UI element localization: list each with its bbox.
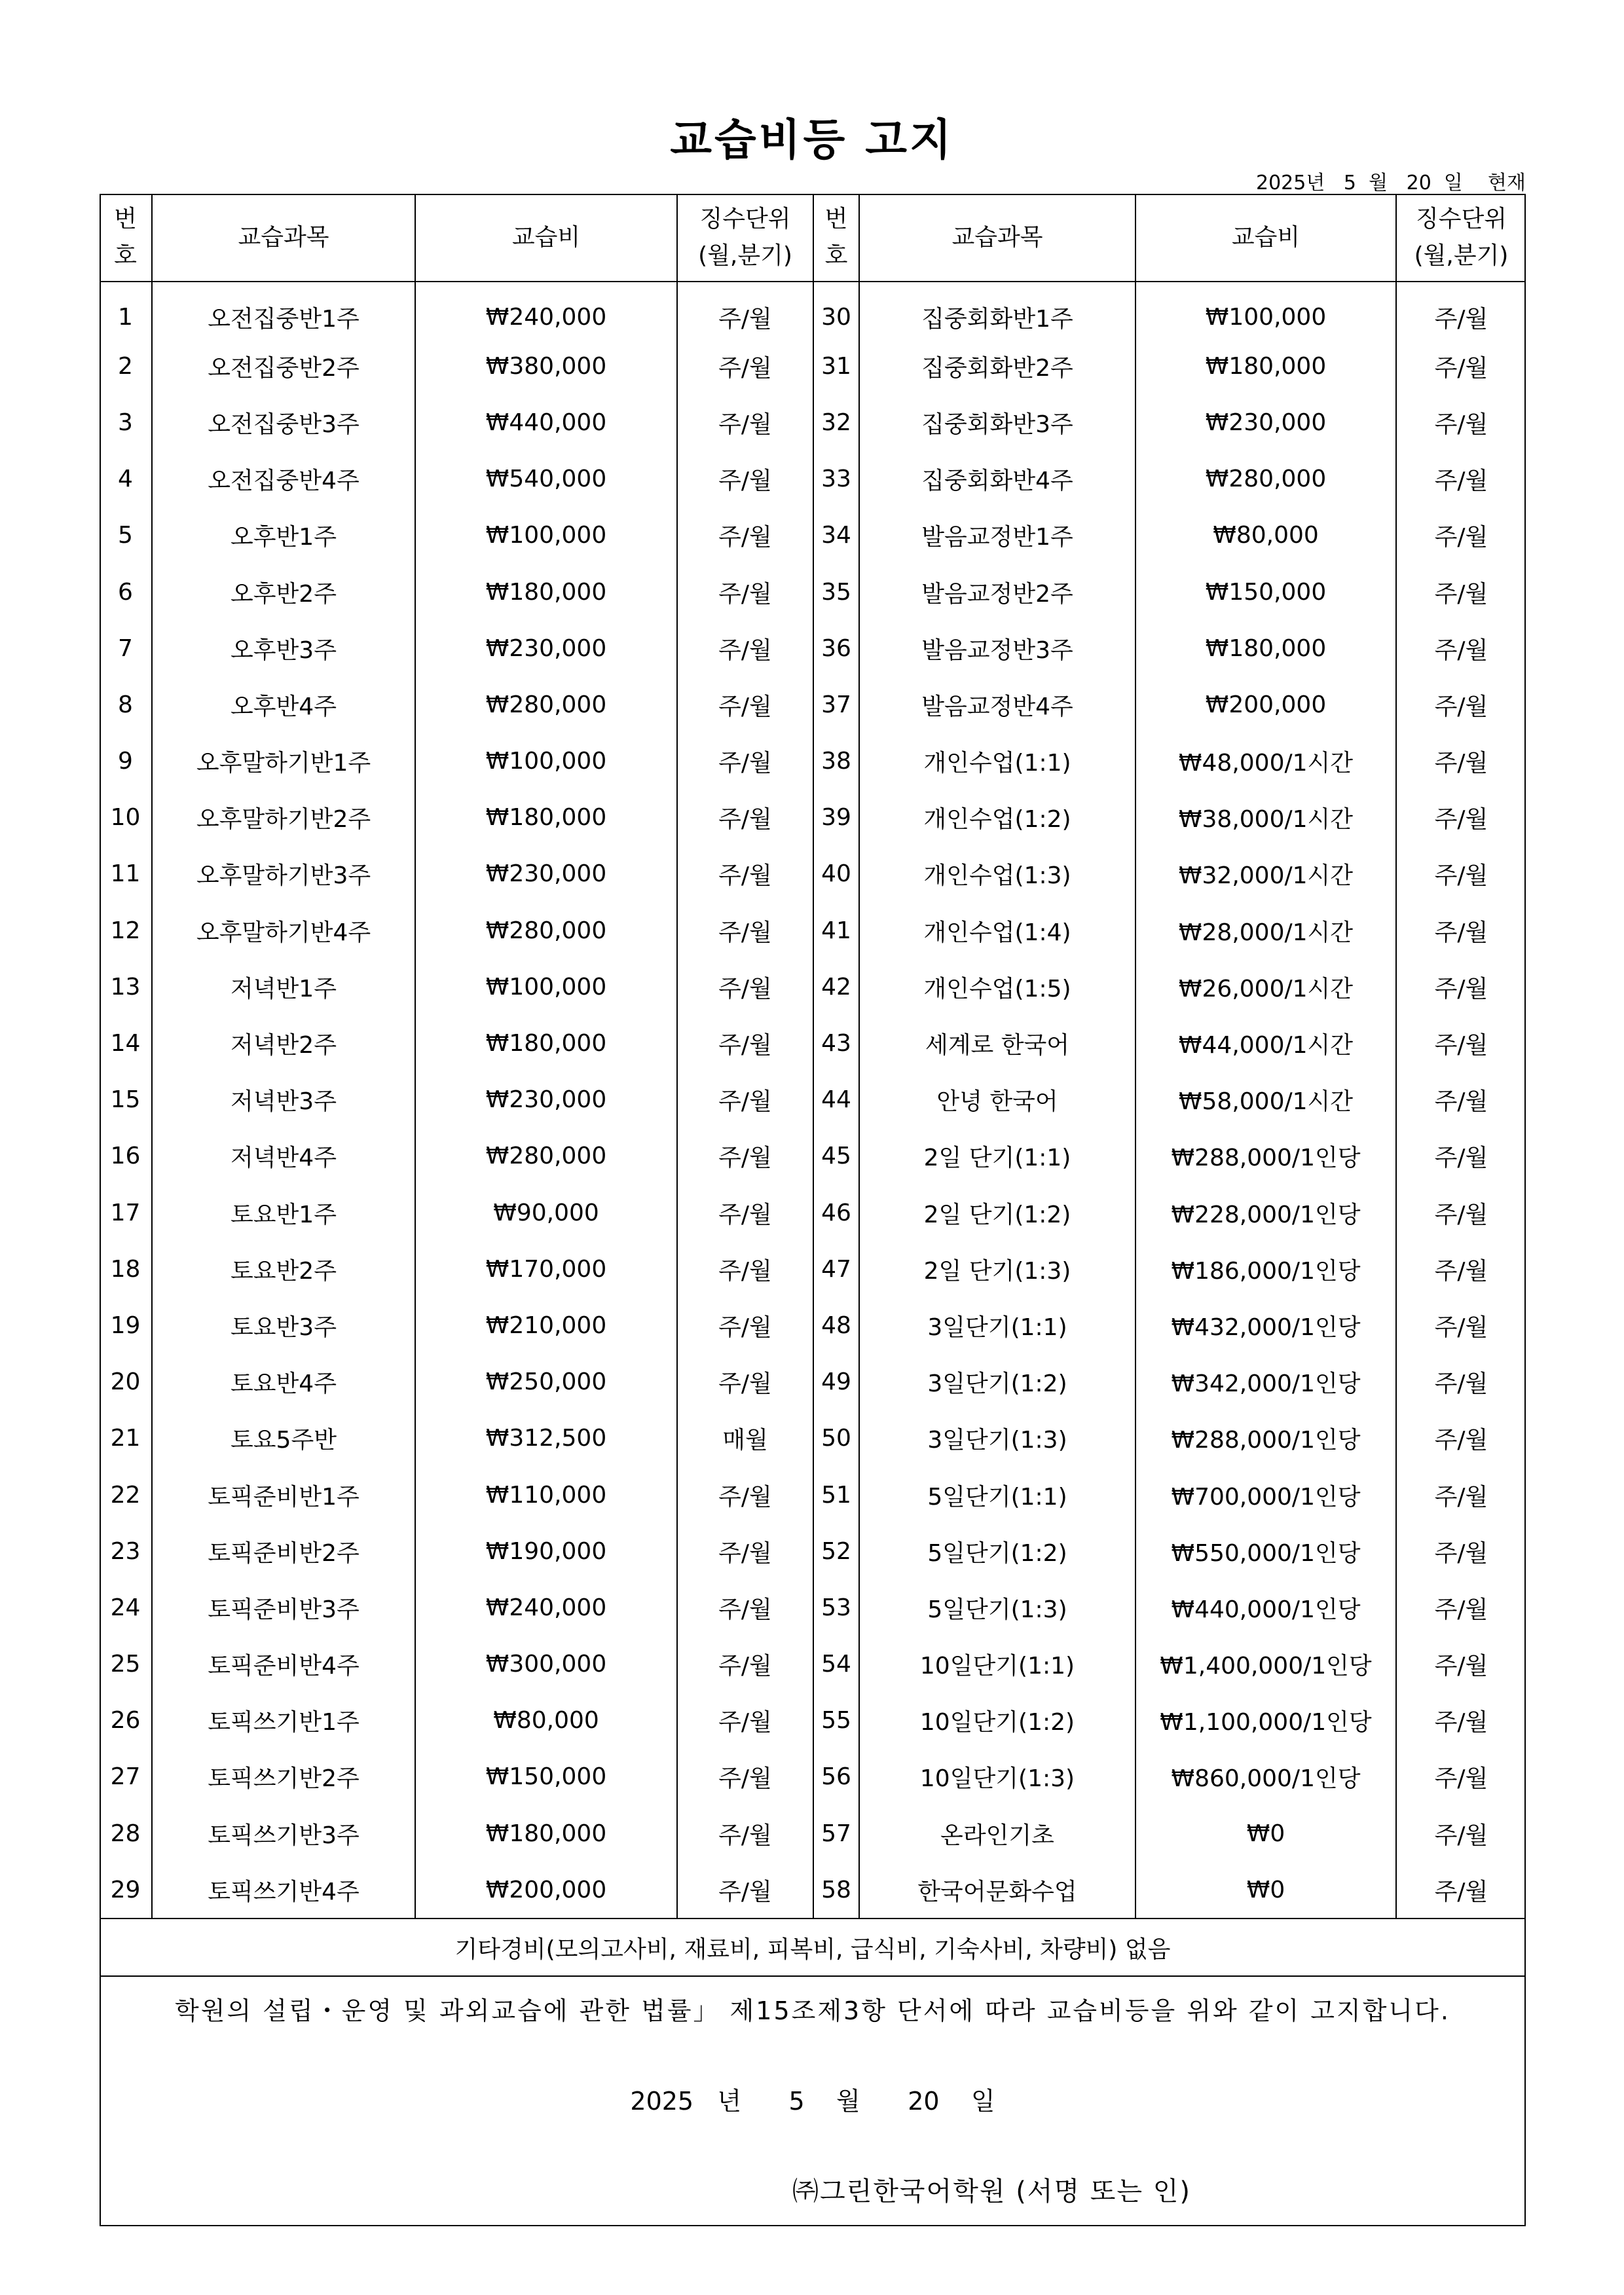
unit-cell: 주/월 bbox=[1434, 411, 1488, 438]
subject-cell: 오후말하기반1주 bbox=[152, 733, 415, 790]
row-number: 23 bbox=[100, 1523, 152, 1579]
fee-table-body bbox=[100, 282, 1526, 1918]
unit-cell: 주/월 bbox=[677, 507, 813, 564]
table-row bbox=[100, 1354, 1526, 1410]
subject-cell: 집중회화반1주 bbox=[859, 282, 1135, 338]
fee-cell: ₩288,000/1인당 bbox=[1135, 1128, 1396, 1184]
subject-cell: 토픽쓰기반2주 bbox=[152, 1749, 415, 1805]
unit-cell: 주/월 bbox=[677, 676, 813, 733]
subject-cell: 온라인기초 bbox=[859, 1805, 1135, 1862]
unit-cell: 주/월 bbox=[677, 564, 813, 620]
row-number: 30 bbox=[813, 282, 859, 338]
unit-cell: 주/월 bbox=[1434, 806, 1488, 834]
row-number: 20 bbox=[100, 1354, 152, 1410]
subject-cell: 3일단기(1:3) bbox=[859, 1410, 1135, 1467]
as-of-date: 2025년 5 월 20 일 현재 bbox=[1255, 172, 1526, 194]
unit-cell: 주/월 bbox=[1434, 975, 1488, 1002]
row-number: 50 bbox=[813, 1410, 859, 1467]
row-number: 14 bbox=[100, 1015, 152, 1071]
other-expenses-note: 기타경비(모의고사비, 재료비, 피복비, 급식비, 기숙사비, 차량비) 없음 bbox=[100, 1918, 1526, 1977]
unit-cell: 주/월 bbox=[1434, 580, 1488, 608]
fee-cell: ₩342,000/1인당 bbox=[1135, 1354, 1396, 1410]
unit-cell: 주/월 bbox=[1434, 524, 1488, 551]
document-title: 교습비등 고지 bbox=[670, 115, 954, 165]
table-row bbox=[100, 1184, 1526, 1241]
unit-cell: 주/월 bbox=[1434, 1653, 1488, 1680]
unit-cell: 주/월 bbox=[1434, 1822, 1488, 1849]
fee-cell: ₩432,000/1인당 bbox=[1135, 1297, 1396, 1353]
subject-cell: 발음교정반1주 bbox=[859, 507, 1135, 564]
unit-cell: 주/월 bbox=[677, 1184, 813, 1241]
fee-cell: ₩190,000 bbox=[415, 1523, 677, 1579]
unit-cell: 주/월 bbox=[1434, 1765, 1488, 1793]
signature-line: ㈜그린한국어학원 (서명 또는 인) bbox=[792, 2176, 1192, 2207]
row-number: 19 bbox=[100, 1297, 152, 1353]
unit-cell: 주/월 bbox=[677, 1467, 813, 1523]
row-number: 56 bbox=[813, 1749, 859, 1805]
subject-cell: 안녕 한국어 bbox=[859, 1072, 1135, 1128]
header-unit: 징수단위 (월,분기) bbox=[677, 194, 813, 282]
subject-cell: 발음교정반3주 bbox=[859, 620, 1135, 676]
unit-cell: 주/월 bbox=[677, 1128, 813, 1184]
subject-cell: 집중회화반4주 bbox=[859, 451, 1135, 507]
row-number: 9 bbox=[100, 733, 152, 790]
fee-cell: ₩180,000 bbox=[1135, 620, 1396, 676]
table-row bbox=[100, 620, 1526, 676]
row-number: 44 bbox=[813, 1072, 859, 1128]
subject-cell: 개인수업(1:5) bbox=[859, 959, 1135, 1015]
fee-cell: ₩110,000 bbox=[415, 1467, 677, 1523]
row-number: 58 bbox=[813, 1862, 859, 1918]
subject-cell: 세계로 한국어 bbox=[859, 1015, 1135, 1071]
fee-cell: ₩280,000 bbox=[1135, 451, 1396, 507]
header-number: 번 호 bbox=[813, 194, 859, 282]
table-row bbox=[100, 451, 1526, 507]
fee-cell: ₩540,000 bbox=[415, 451, 677, 507]
subject-cell: 개인수업(1:1) bbox=[859, 733, 1135, 790]
fee-cell: ₩288,000/1인당 bbox=[1135, 1410, 1396, 1467]
unit-cell: 주/월 bbox=[677, 733, 813, 790]
row-number: 49 bbox=[813, 1354, 859, 1410]
row-number: 26 bbox=[100, 1693, 152, 1749]
row-number: 17 bbox=[100, 1184, 152, 1241]
header-fee: 교습비 bbox=[1135, 194, 1396, 282]
fee-cell: ₩280,000 bbox=[415, 902, 677, 959]
subject-cell: 2일 단기(1:1) bbox=[859, 1128, 1135, 1184]
row-number: 16 bbox=[100, 1128, 152, 1184]
subject-cell: 3일단기(1:1) bbox=[859, 1297, 1135, 1353]
subject-cell: 토픽쓰기반3주 bbox=[152, 1805, 415, 1862]
fee-cell: ₩230,000 bbox=[415, 1072, 677, 1128]
subject-cell: 저녁반2주 bbox=[152, 1015, 415, 1071]
row-number: 47 bbox=[813, 1241, 859, 1297]
header-subject: 교습과목 bbox=[859, 194, 1135, 282]
fee-cell: ₩48,000/1시간 bbox=[1135, 733, 1396, 790]
unit-cell: 주/월 bbox=[1434, 862, 1488, 890]
subject-cell: 토요반2주 bbox=[152, 1241, 415, 1297]
unit-cell: 주/월 bbox=[677, 1297, 813, 1353]
unit-cell: 주/월 bbox=[1434, 1483, 1488, 1511]
fee-cell: ₩90,000 bbox=[415, 1184, 677, 1241]
fee-cell: ₩38,000/1시간 bbox=[1135, 790, 1396, 846]
row-number: 5 bbox=[100, 507, 152, 564]
unit-cell: 주/월 bbox=[1434, 306, 1488, 333]
table-row bbox=[100, 1862, 1526, 1918]
table-row bbox=[100, 1015, 1526, 1071]
subject-cell: 개인수업(1:4) bbox=[859, 902, 1135, 959]
subject-cell: 토요반4주 bbox=[152, 1354, 415, 1410]
table-row bbox=[100, 1749, 1526, 1805]
subject-cell: 10일단기(1:2) bbox=[859, 1693, 1135, 1749]
row-number: 52 bbox=[813, 1523, 859, 1579]
subject-cell: 오후말하기반3주 bbox=[152, 846, 415, 902]
unit-cell: 주/월 bbox=[677, 1693, 813, 1749]
subject-cell: 토픽쓰기반4주 bbox=[152, 1862, 415, 1918]
subject-cell: 오전집중반4주 bbox=[152, 451, 415, 507]
subject-cell: 저녁반3주 bbox=[152, 1072, 415, 1128]
fee-cell: ₩200,000 bbox=[1135, 676, 1396, 733]
row-number: 53 bbox=[813, 1579, 859, 1636]
unit-cell: 주/월 bbox=[1434, 1427, 1488, 1454]
row-number: 57 bbox=[813, 1805, 859, 1862]
header-subject: 교습과목 bbox=[152, 194, 415, 282]
row-number: 37 bbox=[813, 676, 859, 733]
unit-cell: 주/월 bbox=[1434, 919, 1488, 946]
row-number: 4 bbox=[100, 451, 152, 507]
unit-cell: 주/월 bbox=[1434, 750, 1488, 777]
fee-cell: ₩58,000/1시간 bbox=[1135, 1072, 1396, 1128]
fee-cell: ₩550,000/1인당 bbox=[1135, 1523, 1396, 1579]
row-number: 38 bbox=[813, 733, 859, 790]
subject-cell: 5일단기(1:2) bbox=[859, 1523, 1135, 1579]
fee-cell: ₩180,000 bbox=[415, 790, 677, 846]
fee-cell: ₩26,000/1시간 bbox=[1135, 959, 1396, 1015]
unit-cell: 주/월 bbox=[677, 1072, 813, 1128]
subject-cell: 2일 단기(1:3) bbox=[859, 1241, 1135, 1297]
row-number: 12 bbox=[100, 902, 152, 959]
subject-cell: 토픽준비반3주 bbox=[152, 1579, 415, 1636]
row-number: 18 bbox=[100, 1241, 152, 1297]
subject-cell: 오후말하기반4주 bbox=[152, 902, 415, 959]
row-number: 55 bbox=[813, 1693, 859, 1749]
unit-cell: 주/월 bbox=[677, 790, 813, 846]
fee-cell: ₩280,000 bbox=[415, 1128, 677, 1184]
subject-cell: 오전집중반3주 bbox=[152, 394, 415, 450]
legal-statement: 학원의 설립・운영 및 과외교습에 관한 법률」 제15조제3항 단서에 따라 교습비등을 위와 같이 고지합니다. bbox=[175, 1996, 1450, 2025]
subject-cell: 토요반3주 bbox=[152, 1297, 415, 1353]
table-row bbox=[100, 564, 1526, 620]
subject-cell: 개인수업(1:2) bbox=[859, 790, 1135, 846]
fee-cell: ₩250,000 bbox=[415, 1354, 677, 1410]
row-number: 27 bbox=[100, 1749, 152, 1805]
row-number: 51 bbox=[813, 1467, 859, 1523]
row-number: 42 bbox=[813, 959, 859, 1015]
subject-cell: 토픽준비반2주 bbox=[152, 1523, 415, 1579]
row-number: 32 bbox=[813, 394, 859, 450]
table-row bbox=[100, 790, 1526, 846]
fee-cell: ₩186,000/1인당 bbox=[1135, 1241, 1396, 1297]
unit-cell: 주/월 bbox=[677, 1636, 813, 1693]
fee-cell: ₩312,500 bbox=[415, 1410, 677, 1467]
fee-cell: ₩180,000 bbox=[415, 1805, 677, 1862]
subject-cell: 2일 단기(1:2) bbox=[859, 1184, 1135, 1241]
unit-cell: 주/월 bbox=[677, 1749, 813, 1805]
unit-cell: 주/월 bbox=[1434, 1088, 1488, 1116]
fee-cell: ₩380,000 bbox=[415, 338, 677, 394]
unit-cell: 주/월 bbox=[1434, 1032, 1488, 1059]
fee-cell: ₩32,000/1시간 bbox=[1135, 846, 1396, 902]
fee-cell: ₩150,000 bbox=[1135, 564, 1396, 620]
subject-cell: 개인수업(1:3) bbox=[859, 846, 1135, 902]
table-row bbox=[100, 959, 1526, 1015]
fee-cell: ₩80,000 bbox=[415, 1693, 677, 1749]
row-number: 39 bbox=[813, 790, 859, 846]
subject-cell: 5일단기(1:1) bbox=[859, 1467, 1135, 1523]
table-row bbox=[100, 1072, 1526, 1128]
header-number: 번 호 bbox=[100, 194, 152, 282]
fee-cell: ₩180,000 bbox=[1135, 338, 1396, 394]
unit-cell: 주/월 bbox=[1434, 636, 1488, 664]
unit-cell: 주/월 bbox=[677, 1579, 813, 1636]
unit-cell: 주/월 bbox=[677, 846, 813, 902]
fee-cell: ₩700,000/1인당 bbox=[1135, 1467, 1396, 1523]
table-row bbox=[100, 902, 1526, 959]
fee-cell: ₩150,000 bbox=[415, 1749, 677, 1805]
unit-cell: 주/월 bbox=[677, 1354, 813, 1410]
table-row bbox=[100, 394, 1526, 450]
table-row bbox=[100, 1579, 1526, 1636]
subject-cell: 토요반1주 bbox=[152, 1184, 415, 1241]
fee-cell: ₩170,000 bbox=[415, 1241, 677, 1297]
row-number: 43 bbox=[813, 1015, 859, 1071]
table-row bbox=[100, 1693, 1526, 1749]
row-number: 28 bbox=[100, 1805, 152, 1862]
subject-cell: 오전집중반2주 bbox=[152, 338, 415, 394]
subject-cell: 오후반2주 bbox=[152, 564, 415, 620]
fee-cell: ₩1,400,000/1인당 bbox=[1135, 1636, 1396, 1693]
unit-cell: 주/월 bbox=[1434, 1878, 1488, 1905]
unit-cell: 주/월 bbox=[1434, 1145, 1488, 1172]
fee-cell: ₩228,000/1인당 bbox=[1135, 1184, 1396, 1241]
fee-cell: ₩100,000 bbox=[415, 733, 677, 790]
table-row bbox=[100, 1128, 1526, 1184]
unit-cell: 주/월 bbox=[677, 959, 813, 1015]
table-row bbox=[100, 1636, 1526, 1693]
fee-cell: ₩230,000 bbox=[415, 620, 677, 676]
row-number: 40 bbox=[813, 846, 859, 902]
row-number: 15 bbox=[100, 1072, 152, 1128]
fee-cell: ₩180,000 bbox=[415, 1015, 677, 1071]
fee-cell: ₩200,000 bbox=[415, 1862, 677, 1918]
unit-cell: 주/월 bbox=[677, 1241, 813, 1297]
table-row bbox=[100, 676, 1526, 733]
fee-cell: ₩1,100,000/1인당 bbox=[1135, 1693, 1396, 1749]
row-number: 46 bbox=[813, 1184, 859, 1241]
subject-cell: 오후반1주 bbox=[152, 507, 415, 564]
row-number: 3 bbox=[100, 394, 152, 450]
fee-cell: ₩240,000 bbox=[415, 1579, 677, 1636]
row-number: 31 bbox=[813, 338, 859, 394]
table-row bbox=[100, 1523, 1526, 1579]
table-row bbox=[100, 282, 1526, 338]
subject-cell: 토픽쓰기반1주 bbox=[152, 1693, 415, 1749]
fee-table-header bbox=[100, 194, 1526, 282]
unit-cell: 주/월 bbox=[1434, 354, 1488, 382]
subject-cell: 오후말하기반2주 bbox=[152, 790, 415, 846]
row-number: 33 bbox=[813, 451, 859, 507]
fee-cell: ₩0 bbox=[1135, 1862, 1396, 1918]
row-number: 25 bbox=[100, 1636, 152, 1693]
unit-cell: 주/월 bbox=[677, 1523, 813, 1579]
unit-cell: 주/월 bbox=[677, 620, 813, 676]
row-number: 36 bbox=[813, 620, 859, 676]
fee-cell: ₩440,000 bbox=[415, 394, 677, 450]
fee-cell: ₩0 bbox=[1135, 1805, 1396, 1862]
unit-cell: 주/월 bbox=[1434, 1539, 1488, 1567]
fee-table bbox=[100, 194, 1526, 1918]
subject-cell: 저녁반1주 bbox=[152, 959, 415, 1015]
fee-cell: ₩80,000 bbox=[1135, 507, 1396, 564]
subject-cell: 발음교정반4주 bbox=[859, 676, 1135, 733]
unit-cell: 주/월 bbox=[677, 338, 813, 394]
fee-cell: ₩180,000 bbox=[415, 564, 677, 620]
unit-cell: 주/월 bbox=[1434, 1201, 1488, 1228]
row-number: 1 bbox=[100, 282, 152, 338]
unit-cell: 주/월 bbox=[1434, 1313, 1488, 1341]
unit-cell: 주/월 bbox=[1434, 1596, 1488, 1623]
unit-cell: 주/월 bbox=[1434, 1370, 1488, 1398]
subject-cell: 저녁반4주 bbox=[152, 1128, 415, 1184]
unit-cell: 주/월 bbox=[677, 451, 813, 507]
fee-cell: ₩28,000/1시간 bbox=[1135, 902, 1396, 959]
subject-cell: 오후반3주 bbox=[152, 620, 415, 676]
subject-cell: 토픽준비반4주 bbox=[152, 1636, 415, 1693]
fee-cell: ₩100,000 bbox=[415, 507, 677, 564]
unit-cell: 주/월 bbox=[677, 1862, 813, 1918]
fee-cell: ₩100,000 bbox=[415, 959, 677, 1015]
unit-cell: 주/월 bbox=[1434, 1257, 1488, 1285]
subject-cell: 토요5주반 bbox=[152, 1410, 415, 1467]
header-unit: 징수단위 (월,분기) bbox=[1396, 194, 1526, 282]
table-row bbox=[100, 507, 1526, 564]
row-number: 8 bbox=[100, 676, 152, 733]
fee-cell: ₩240,000 bbox=[415, 282, 677, 338]
row-number: 10 bbox=[100, 790, 152, 846]
fee-cell: ₩440,000/1인당 bbox=[1135, 1579, 1396, 1636]
unit-cell: 주/월 bbox=[1434, 1709, 1488, 1736]
table-row bbox=[100, 1467, 1526, 1523]
table-row bbox=[100, 1805, 1526, 1862]
row-number: 29 bbox=[100, 1862, 152, 1918]
table-row bbox=[100, 733, 1526, 790]
subject-cell: 3일단기(1:2) bbox=[859, 1354, 1135, 1410]
table-row bbox=[100, 338, 1526, 394]
table-row bbox=[100, 846, 1526, 902]
unit-cell: 주/월 bbox=[677, 1805, 813, 1862]
fee-cell: ₩210,000 bbox=[415, 1297, 677, 1353]
fee-cell: ₩230,000 bbox=[415, 846, 677, 902]
row-number: 45 bbox=[813, 1128, 859, 1184]
fee-cell: ₩100,000 bbox=[1135, 282, 1396, 338]
fee-cell: ₩230,000 bbox=[1135, 394, 1396, 450]
unit-cell: 매월 bbox=[677, 1410, 813, 1467]
fee-cell: ₩280,000 bbox=[415, 676, 677, 733]
unit-cell: 주/월 bbox=[1434, 693, 1488, 720]
unit-cell: 주/월 bbox=[677, 282, 813, 338]
fee-cell: ₩44,000/1시간 bbox=[1135, 1015, 1396, 1071]
row-number: 7 bbox=[100, 620, 152, 676]
row-number: 6 bbox=[100, 564, 152, 620]
row-number: 24 bbox=[100, 1579, 152, 1636]
subject-cell: 발음교정반2주 bbox=[859, 564, 1135, 620]
row-number: 21 bbox=[100, 1410, 152, 1467]
unit-cell: 주/월 bbox=[677, 394, 813, 450]
subject-cell: 한국어문화수업 bbox=[859, 1862, 1135, 1918]
row-number: 22 bbox=[100, 1467, 152, 1523]
row-number: 54 bbox=[813, 1636, 859, 1693]
fee-cell: ₩300,000 bbox=[415, 1636, 677, 1693]
table-row bbox=[100, 1297, 1526, 1353]
row-number: 34 bbox=[813, 507, 859, 564]
subject-cell: 10일단기(1:1) bbox=[859, 1636, 1135, 1693]
row-number: 41 bbox=[813, 902, 859, 959]
unit-cell: 주/월 bbox=[677, 1015, 813, 1071]
table-row bbox=[100, 1410, 1526, 1467]
fee-cell: ₩860,000/1인당 bbox=[1135, 1749, 1396, 1805]
subject-cell: 오전집중반1주 bbox=[152, 282, 415, 338]
unit-cell: 주/월 bbox=[1434, 468, 1488, 495]
row-number: 2 bbox=[100, 338, 152, 394]
subject-cell: 오후반4주 bbox=[152, 676, 415, 733]
subject-cell: 집중회화반2주 bbox=[859, 338, 1135, 394]
notice-date: 2025 년 5 월 20 일 bbox=[630, 2087, 995, 2116]
row-number: 13 bbox=[100, 959, 152, 1015]
row-number: 48 bbox=[813, 1297, 859, 1353]
subject-cell: 집중회화반3주 bbox=[859, 394, 1135, 450]
row-number: 11 bbox=[100, 846, 152, 902]
subject-cell: 5일단기(1:3) bbox=[859, 1579, 1135, 1636]
header-fee: 교습비 bbox=[415, 194, 677, 282]
table-row bbox=[100, 1241, 1526, 1297]
subject-cell: 토픽준비반1주 bbox=[152, 1467, 415, 1523]
subject-cell: 10일단기(1:3) bbox=[859, 1749, 1135, 1805]
unit-cell: 주/월 bbox=[677, 902, 813, 959]
row-number: 35 bbox=[813, 564, 859, 620]
